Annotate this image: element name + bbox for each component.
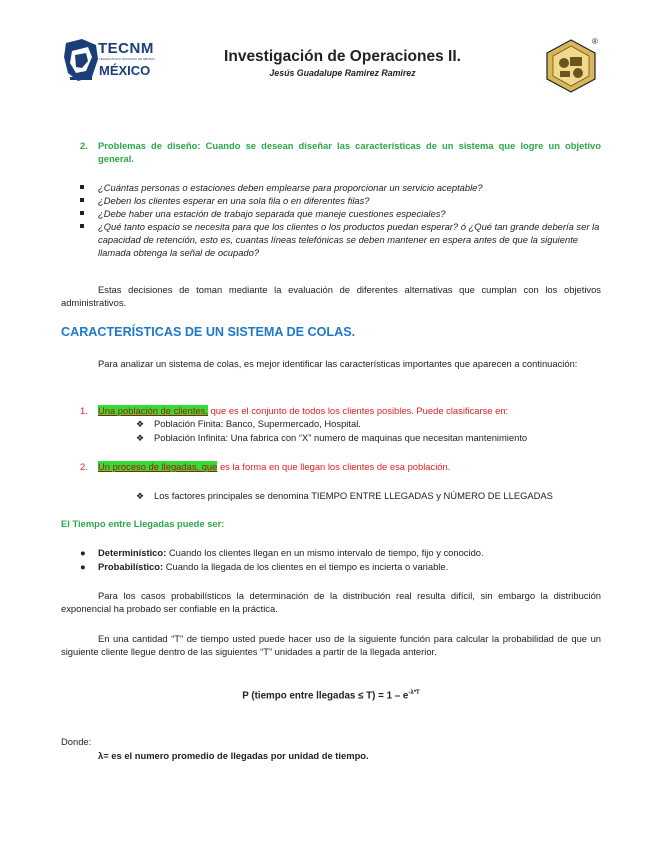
item2-number: 2. bbox=[80, 461, 88, 472]
item2-text bbox=[98, 460, 608, 473]
document-title: Investigación de Operaciones II. bbox=[224, 48, 461, 65]
item1-sub-2: ❖ Población Infinita: Una fabrica con “X” numero de maquinas que necesitan mantenimiento bbox=[136, 432, 528, 443]
list-item: ¿Cuántas personas o estaciones deben emplearse para proporcionar un servicio aceptable? bbox=[80, 181, 600, 194]
where-definition: λ= es el numero promedio de llegadas por unidad de tiempo. bbox=[98, 750, 369, 761]
document-author: Jesús Guadalupe Ramirez Ramirez bbox=[269, 68, 416, 78]
item1-highlight: Una población de clientes, bbox=[98, 405, 208, 416]
item1-number: 1. bbox=[80, 405, 88, 416]
list-item: ¿Qué tanto espacio se necesita para que los clientes o los productos puedan esperar? ó ¿Qué tan grande debería ser la capacidad de retención, esto es, cuantas líneas telefónicas se deben mantener en espera antes de que la siguiente llamada obtenga la señal de ocupado? bbox=[80, 220, 600, 259]
design-problems-number: 2. bbox=[80, 140, 88, 151]
item1-text bbox=[98, 404, 608, 417]
institute-seal bbox=[540, 37, 602, 95]
list-item: ¿Deben los clientes esperar en una sola fila o en diferentes filas? bbox=[80, 194, 600, 207]
diamond-bullet-icon: ❖ bbox=[136, 491, 145, 501]
round-bullet-icon: ● bbox=[80, 547, 86, 558]
tecnm-emblem-icon bbox=[62, 37, 100, 83]
probabilistic-item: ● Probabilístico: Cuando la llegada de los clientes en el tiempo es incierta o variable. bbox=[80, 561, 449, 572]
item2-sub: ❖ Los factores principales se denomina TIEMPO ENTRE LLEGADAS y NÚMERO DE LLEGADAS bbox=[136, 490, 553, 501]
formula-intro-paragraph: En una cantidad “T” de tiempo usted puede hacer uso de la siguiente función para calcular la probabilidad de que un siguiente cliente llegue dentro de las siguientes “T” unidades a partir de la llegada anterior. bbox=[61, 633, 601, 657]
section-title: CARACTERÍSTICAS DE UN SISTEMA DE COLAS. bbox=[61, 325, 356, 339]
arrival-heading: El Tiempo entre Llegadas puede ser: bbox=[61, 518, 225, 529]
item1-sub-1: ❖ Población Finita: Banco, Supermercado, Hospital. bbox=[136, 418, 361, 429]
item2-highlight: Un proceso de llegadas, que bbox=[98, 461, 218, 472]
item1-rest: que es el conjunto de todos los clientes posibles. Puede clasificarse en: bbox=[207, 405, 509, 416]
section-intro: Para analizar un sistema de colas, es mejor identificar las características importantes que aparecen a continuación: bbox=[98, 358, 578, 369]
round-bullet-icon: ● bbox=[80, 561, 86, 572]
deterministic-item: ● Determinístico: Cuando los clientes llegan en un mismo intervalo de tiempo, fijo y conocido. bbox=[80, 547, 484, 558]
mexico-word: MÉXICO bbox=[99, 63, 151, 78]
design-problems-heading: Problemas de diseño: Cuando se desean diseñar las características de un sistema que logre un objetivo general. bbox=[98, 140, 601, 164]
list-item: ¿Debe haber una estación de trabajo separada que maneje cuestiones especiales? bbox=[80, 207, 600, 220]
tecnm-word: TECNM bbox=[98, 40, 154, 57]
probabilistic-paragraph: Para los casos probabilísticos la determinación de la distribución real resulta difícil, sin embargo la distribución exponencial ha probado ser confiable en la práctica. bbox=[61, 590, 601, 614]
registered-mark: ® bbox=[592, 37, 598, 46]
tecnm-small-text: TECNOLÓGICO NACIONAL DE MÉXICO bbox=[99, 57, 155, 61]
tecnm-logo bbox=[62, 37, 154, 83]
diamond-bullet-icon: ❖ bbox=[136, 419, 145, 429]
where-label: Donde: bbox=[61, 736, 92, 747]
probabilistic-label: Probabilístico: bbox=[98, 561, 164, 572]
diamond-bullet-icon: ❖ bbox=[136, 433, 145, 443]
design-questions-list bbox=[80, 181, 600, 259]
item2-rest: es la forma en que llegan los clientes de esa población. bbox=[217, 461, 451, 472]
formula-exponent: -λ*T bbox=[408, 690, 420, 696]
deterministic-label: Determinístico: bbox=[98, 547, 167, 558]
design-closing-paragraph: Estas decisiones de toman mediante la evaluación de diferentes alternativas que cumplan con los objetivos administrativos. bbox=[61, 284, 601, 308]
formula: P (tiempo entre llegadas ≤ $T) = 1 - e^{-\lambda*T}$ bbox=[242, 690, 420, 702]
